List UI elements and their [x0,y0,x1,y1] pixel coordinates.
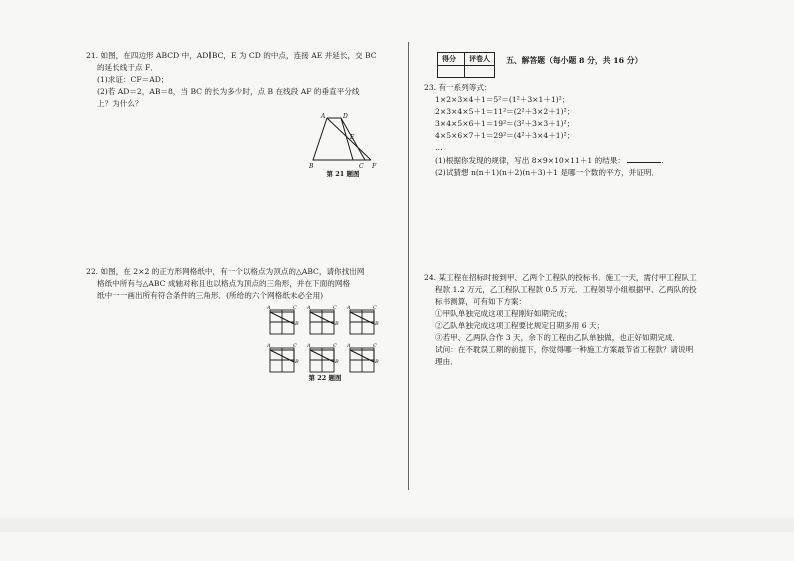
q23-line-1: 23. 有一系列等式： [424,83,492,92]
grid2-label-B: B [335,321,339,327]
q23-line-5: 4×5×6×7＋1＝29²＝(4²＋3×4＋1)²； [435,131,575,140]
grid5-label-A: A [307,343,311,349]
q21-line-3: (1)求证：CF＝AD； [97,75,169,84]
q22-grid-figure [266,304,386,384]
question-24 [424,272,754,368]
label-B: B [309,163,314,170]
column-divider [408,42,409,490]
q23-line-3: 2×3×4×5＋1＝11²＝(2²＋3×2＋1)²； [435,107,575,116]
question-23 [424,82,754,179]
q22-caption: 第 22 题图 [308,374,342,382]
q24-line-2: 程款 1.2 万元，乙工程队工程款 0.5 万元．工程领导小组根据甲、乙两队的投 [435,285,697,294]
grid4-label-B: B [295,359,299,365]
answer-blank[interactable] [627,154,661,163]
grid-6 [350,348,374,372]
score-cell-blank [438,66,465,78]
q22-line-2: 格纸中所有与△ABC 成轴对称且也以格点为顶点的三角形，并在下面的网格 [97,279,351,288]
label-C: C [359,163,364,170]
grid-2 [310,310,334,334]
q24-line-4: ①甲队单独完成这项工程刚好如期完成； [435,309,572,318]
grid6-label-B: B [375,359,379,365]
label-F: F [372,163,377,170]
question-22 [86,266,396,302]
grid3-label-A: A [347,305,351,311]
q24-line-7: 试问：在不耽误工期的前提下，你觉得哪一种施工方案最节省工程款？请说明 [435,345,694,354]
label-E: E [350,134,355,141]
q22-line-3: 纸中一一画出所有符合条件的三角形．(所给的六个网格纸未必全用) [97,291,324,300]
grader-cell-blank [465,66,495,78]
q21-caption: 第 21 题图 [326,170,360,178]
grid-4 [270,348,294,372]
q21-line-5: 上？为什么？ [97,99,143,108]
q24-line-5: ②乙队单独完成这项工程要比规定日期多用 6 天； [435,321,605,330]
q21-line-4: (2)若 AD＝2，AB＝8，当 BC 的长为多少时，点 B 在线段 AF 的垂直平分线 [97,87,360,96]
q22-line-1: 22. 如图，在 2×2 的正方形网格纸中，有一个以格点为顶点的△ABC，请你找出网 [86,267,365,276]
q24-line-6: ③若甲、乙两队合作 3 天，余下的工程由乙队单独做，也正好如期完成． [435,333,681,342]
q24-line-3: 标书测算，可有如下方案： [435,297,527,306]
q23-line-2: 1×2×3×4＋1＝5²＝(1²＋3×1＋1)²； [435,95,570,104]
q23-part1-text: (1)根据你发现的规律，写出 8×9×10×11＋1 的结果： [435,156,625,165]
q23-line-4: 3×4×5×6＋1＝19²＝(3²＋3×3＋1)²； [435,119,575,128]
grid4-label-C: C [293,343,297,349]
grid-1 [270,310,294,334]
grid5-label-B: B [335,359,339,365]
grid-5 [310,348,334,372]
question-21 [86,50,396,110]
q23-line-6: … [435,143,443,152]
q21-line-1: 21. 如图，在四边形 ABCD 中，AD∥BC，E 为 CD 的中点，连接 AE 并延长，交 BC [86,51,377,60]
grid2-label-A: A [307,305,311,311]
grid1-label-C: C [293,305,297,311]
grid6-label-A: A [347,343,351,349]
q21-trapezoid-figure [305,112,385,174]
label-D: D [343,113,348,120]
grid6-label-C: C [373,343,377,349]
label-A: A [321,113,326,120]
score-table [437,52,495,78]
grid-3 [350,310,374,334]
grader-cell-label: 评卷人 [465,53,495,66]
grid1-label-A: A [267,305,271,311]
grid2-label-C: C [333,305,337,311]
q23-line-8: (2)试猜想 n(n＋1)(n＋2)(n＋3)＋1 是哪一个数的平方，并证明． [435,168,660,177]
section-5-title: 五、解答题（每小题 8 分，共 16 分） [506,56,643,65]
q24-line-8: 理由． [435,357,458,366]
q21-line-2: 的延长线于点 F． [97,63,158,72]
grid1-label-B: B [295,321,299,327]
section-5-header [437,52,642,78]
scan-shadow-band [0,518,794,532]
grid3-label-B: B [375,321,379,327]
q23-line-7: (1)根据你发现的规律，写出 8×9×10×11＋1 的结果： . [435,156,664,165]
q24-line-1: 24. 某工程在招标时接到甲、乙两个工程队的投标书．施工一天，需付甲工程队工 [424,273,697,282]
grid5-label-C: C [333,343,337,349]
score-cell-label: 得分 [438,53,465,66]
grid3-label-C: C [373,305,377,311]
grid4-label-A: A [267,343,271,349]
left-column [86,50,396,110]
